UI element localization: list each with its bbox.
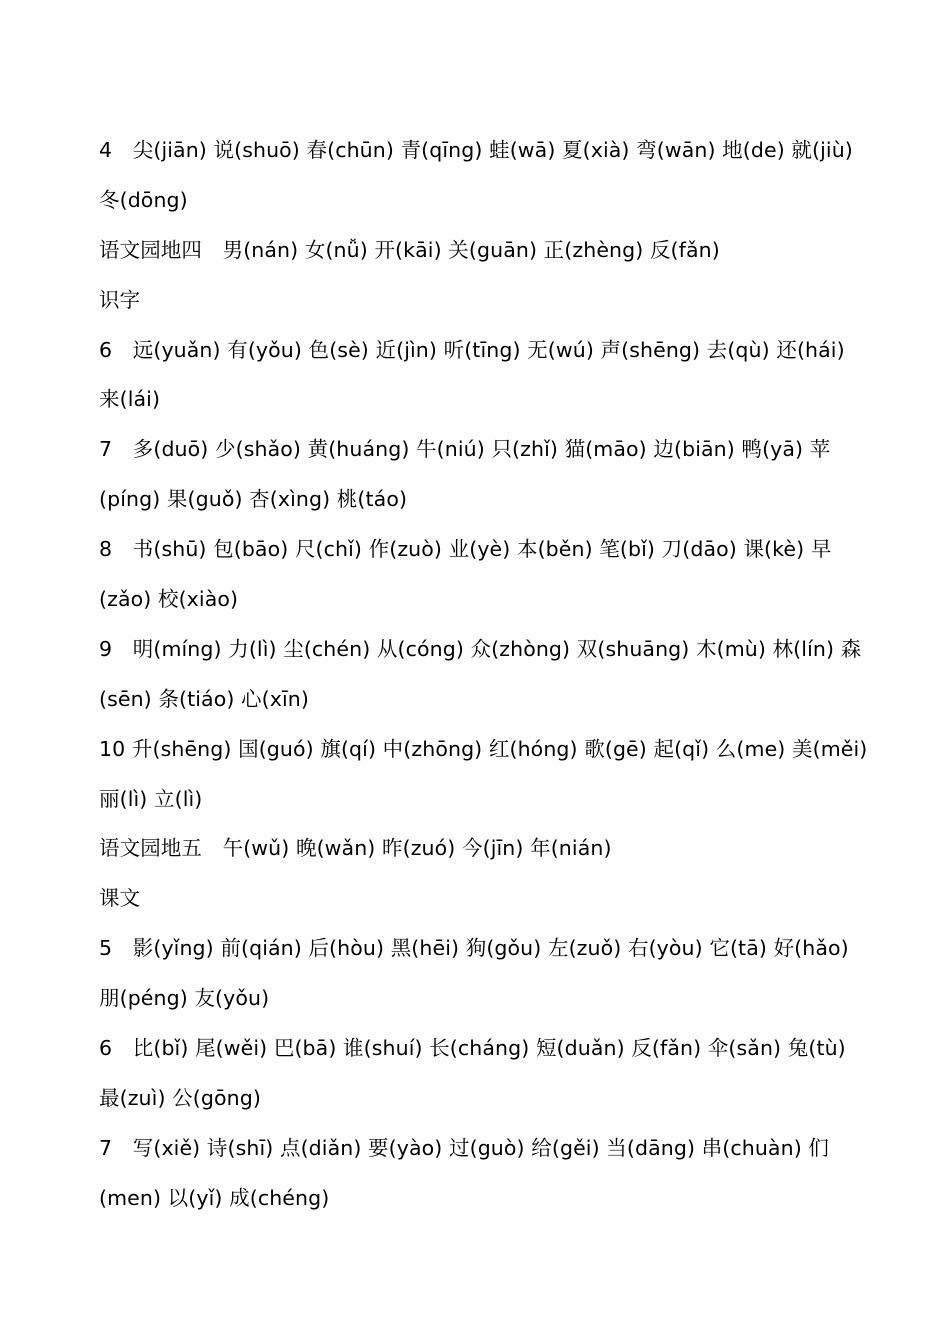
text-line-lesson-8-continued: (zǎo) 校(xiào): [99, 587, 239, 612]
text-line-lesson-4-continued: 冬(dōng): [99, 187, 188, 212]
text-line-lesson-7: 7 多(duō) 少(shǎo) 黄(huáng) 牛(niú) 只(zhǐ) 猫(māo) 边(biān) 鸭(yā) 苹: [99, 437, 831, 462]
text-line-kewen-lesson-5: 5 影(yǐng) 前(qián) 后(hòu) 黑(hēi) 狗(gǒu) 左(zuǒ) 右(yòu) 它(tā) 好(hǎo): [99, 936, 849, 961]
text-line-kewen-lesson-7: 7 写(xiě) 诗(shī) 点(diǎn) 要(yào) 过(guò) 给(gěi) 当(dāng) 串(chuàn) 们: [99, 1135, 830, 1160]
text-line-lesson-4: 4 尖(jiān) 说(shuō) 春(chūn) 青(qīng) 蛙(wā) 夏(xià) 弯(wān) 地(de) 就(jiù): [99, 138, 853, 162]
text-line-kewen-lesson-7-continued: (men) 以(yǐ) 成(chéng): [99, 1185, 330, 1210]
text-line-yuwen-yuandi-4: 语文园地四 男(nán) 女(nǚ) 开(kāi) 关(guān) 正(zhèng) 反(fǎn): [99, 237, 720, 262]
text-line-kewen-lesson-6-continued: 最(zuì) 公(gōng): [99, 1085, 261, 1110]
text-line-lesson-6: 6 远(yuǎn) 有(yǒu) 色(sè) 近(jìn) 听(tīng) 无(wú) 声(shēng) 去(qù) 还(hái): [99, 337, 845, 362]
section-heading-kewen: 课文: [99, 886, 141, 911]
text-line-kewen-lesson-5-continued: 朋(péng) 友(yǒu): [99, 986, 270, 1011]
text-line-lesson-10: 10 升(shēng) 国(guó) 旗(qí) 中(zhōng) 红(hóng) 歌(gē) 起(qǐ) 么(me) 美(měi): [99, 736, 868, 761]
text-line-lesson-8: 8 书(shū) 包(bāo) 尺(chǐ) 作(zuò) 业(yè) 本(běn) 笔(bǐ) 刀(dāo) 课(kè) 早: [99, 537, 832, 562]
text-line-lesson-10-continued: 丽(lì) 立(lì): [99, 786, 203, 811]
text-line-lesson-6-continued: 来(lái): [99, 387, 161, 412]
text-line-yuwen-yuandi-5: 语文园地五 午(wǔ) 晚(wǎn) 昨(zuó) 今(jīn) 年(nián): [99, 836, 612, 861]
section-heading-shizi: 识字: [99, 287, 141, 312]
vocabulary-list: [99, 126, 868, 1224]
text-line-kewen-lesson-6: 6 比(bǐ) 尾(wěi) 巴(bā) 谁(shuí) 长(cháng) 短(duǎn) 反(fǎn) 伞(sǎn) 兔(tù): [99, 1036, 846, 1061]
text-line-lesson-9-continued: (sēn) 条(tiáo) 心(xīn): [99, 686, 309, 711]
text-line-lesson-7-continued: (píng) 果(guǒ) 杏(xìng) 桃(táo): [99, 487, 408, 512]
text-line-lesson-9: 9 明(míng) 力(lì) 尘(chén) 从(cóng) 众(zhòng) 双(shuāng) 木(mù) 林(lín) 森: [99, 636, 862, 661]
